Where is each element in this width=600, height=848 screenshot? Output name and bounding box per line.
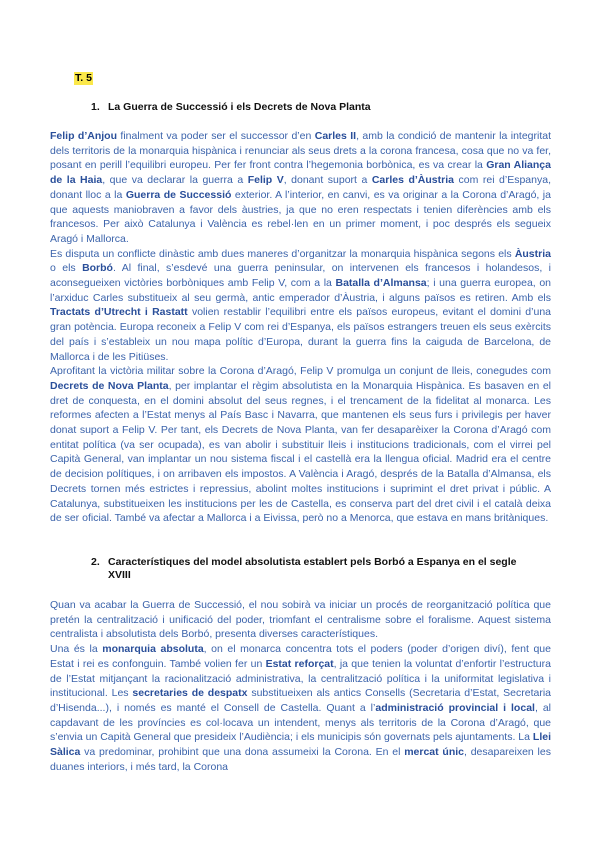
section-1-heading <box>91 101 371 114</box>
section-2-number: 2. <box>91 556 100 568</box>
text-run: Es disputa un conflicte dinàstic amb dues maneres d’organitzar la monarquia hispànica segons els <box>50 247 515 260</box>
bold-term: Felip d’Anjou <box>50 130 117 142</box>
section-1-number: 1. <box>91 101 100 113</box>
bold-term: Batalla d’Almansa <box>335 277 427 290</box>
bold-term: Felip V <box>247 174 284 187</box>
text-run: , al capdavant de les províncies es col·locava un intendent, menys als territoris de la Corona d’Aragó, que s’envia un Capità General que presideix l’Audiència; i els municipis són governats pels ajuntaments. La <box>50 701 552 744</box>
bold-term: secretaries de despatx <box>132 687 248 700</box>
paragraph <box>50 364 551 526</box>
topic-label: T. 5 <box>75 72 92 84</box>
section-1-title: La Guerra de Successió i els Decrets de Nova Planta <box>108 101 371 113</box>
text-run: Aprofitant la victòria militar sobre la Corona d’Aragó, Felip V promulga un conjunt de lleis, conegudes com <box>50 365 551 378</box>
text-run: , per implantar el règim absolutista en la Monarquia Hispànica. Es basaven en el dret de conquesta, en el domini absolut del seus regnes, i el trencament de la fidelitat al monarca. Les reformes afecten a l’Estat menys al País Basc i Navarra, que mantenen els seus furs i privilegis per haver donat suport a Felip V. Per tant, els Decrets de Nova Planta, van fer desaparèixer la Corona d’Aragó com entitat política (va ser ocupada), es van abolir i substituir lleis i institucions tradicionals, com el virrei pel Capità General, van implantar un nou sistema fiscal i el castellà era la llengua oficial. Madrid era el centre de decision polítiques, i on arribaven els impostos. A València i Aragó, després de la Batalla d’Almansa, els Decrets tornen més estrictes i repressius, abolint moltes institucions i suprimint el dret privat i públic. A Catalunya, substitueixen les institucions per les de Castella, es conserva part del dret civil i el català deixa de ser oficial. També va afectar a Mallorca i a Eivissa, però no a Menorca, que estava en mans britàniques. <box>50 379 551 525</box>
paragraph <box>50 247 551 365</box>
text-run: substitueixen als antics Consells (Secretaria d’Estat, Secretaria d’Hisenda...), i només es manté el Consell de Castella. Quant a l’ <box>50 687 552 714</box>
text-run: exterior. A l’interior, en canvi, es va originar a la Corona d’Aragó, ja que aquests maniobraven a favor dels àustries, ja que no eren respectats i tenien diferències amb els francesos. Per això Catalunya i València es rebel·len en un primer moment, i poc després els segueix Aragó i Mallorca. <box>50 188 551 245</box>
text-run: , desapareixen les duanes interiors, i més tard, la Corona <box>50 746 551 773</box>
text-run: com rei d’Espanya, donant lloc a la <box>50 174 551 201</box>
text-run: , ja que tenien la voluntat d’enfortir l’estructura de l’Estat mitjançant la racionalització administrativa, la centralització política i la uniformitat legislativa i institucional. Les <box>50 657 551 700</box>
bold-term: Llei Sàlica <box>50 731 551 759</box>
paragraph <box>50 642 551 774</box>
bold-term: monarquia absoluta <box>102 643 204 656</box>
text-run: , que va declarar la guerra a <box>102 174 248 187</box>
paragraph <box>50 129 551 247</box>
bold-term: Gran Aliança de la Haia <box>50 159 551 187</box>
bold-term: Guerra de Successió <box>125 188 232 201</box>
section-2-heading <box>91 556 531 582</box>
section-1-body <box>50 129 551 526</box>
text-run: ; i una guerra europea, on l’arxiduc Carles substitueix al seu germà, antic emperador d’Àustria, i alguns països es retiren. Amb els <box>50 277 551 304</box>
text-run: . Al final, s’esdevé una guerra peninsular, on intervenen els francesos i holandesos, i aconsegueixen victòries borbòniques amb Felip V, com a la <box>50 262 552 290</box>
bold-term: Estat reforçat <box>265 657 334 670</box>
text-run: o els <box>50 262 83 275</box>
bold-term: Àustria <box>514 247 551 260</box>
text-run: , amb la condició de mantenir la integritat dels territoris de la monarquia hispànica i renunciar als seus drets a la corona francesa, cosa que no va fer, posant en perill l’equilibri europeu. Per fer front contra l’hegemonia borbònica, es va crear la <box>50 130 552 172</box>
bold-term: Tractats d’Utrecht i Rastatt <box>50 306 188 319</box>
text-run: , on el monarca concentra tots el poders (poder d’origen diví), fent que Estat i rei es confonguin. També volien fer un <box>50 643 551 670</box>
text-run: Quan va acabar la Guerra de Successió, el nou sobirà va iniciar un procés de reorganització política que pretén la centralització i unificació del poder, triomfant el centralisme sobre el foralisme. Aquest sistema centralista i absolutista dels Borbó, presenta diverses característiques. <box>50 599 551 641</box>
bold-term: Decrets de Nova Planta <box>50 379 169 392</box>
text-run: finalment va poder ser el successor d’en <box>117 130 315 142</box>
text-run: , donant suport a <box>283 174 372 187</box>
section-2-body <box>50 598 551 774</box>
bold-term: Carles II <box>314 130 357 142</box>
bold-term: administració provincial i local <box>375 701 535 714</box>
text-run: va predominar, prohibint que una dona assumeixi la Corona. En el <box>80 746 405 759</box>
section-2-title: Característiques del model absolutista establert pels Borbó a Espanya en el segle XVIII <box>108 556 517 581</box>
text-run: Una és la <box>50 643 103 656</box>
bold-term: Carles d’Àustria <box>371 174 454 187</box>
bold-term: Borbó <box>82 262 113 275</box>
paragraph <box>50 598 551 642</box>
text-run: volien restablir l’equilibri entre els països europeus, evitant el domini d’una gran potència. Europa reconeix a Felip V com rei d’Espanya, els països estrangers treuen els seus exèrcits del país i s’estableix un nou mapa polític d’Europa, durant la guerra fins la caiguda de Barcelona, de Mallorca i de les Pitiüses. <box>50 306 551 363</box>
bold-term: mercat únic <box>404 746 465 759</box>
